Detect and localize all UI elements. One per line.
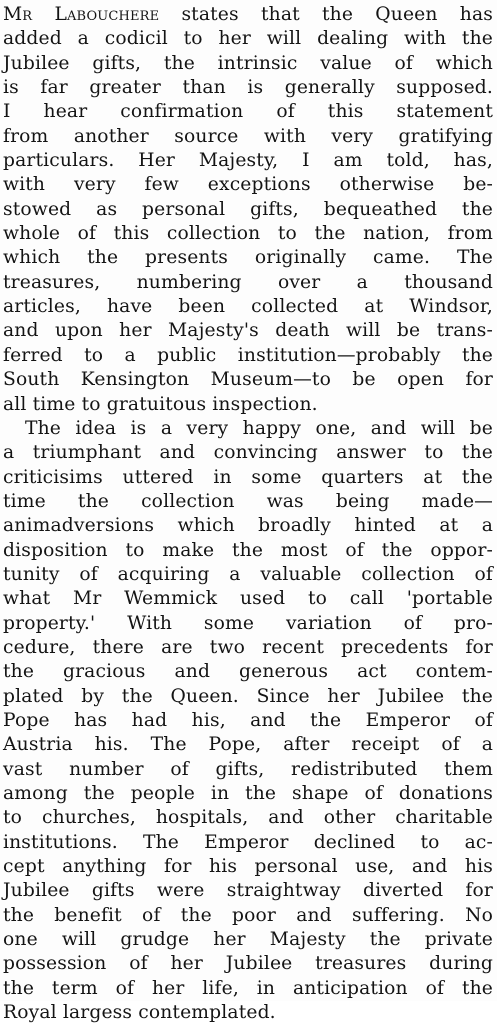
text-line: a triumphant and convincing answer to the — [3, 442, 493, 464]
text-line: articles, have been collected at Windsor, — [3, 296, 493, 318]
text-line: time the collection was being made— — [3, 490, 493, 512]
text-line — [3, 3, 493, 27]
text-line: vast number of gifts, redistributed them — [3, 758, 493, 780]
text-line: cedure, there are two recent precedents for — [3, 636, 493, 658]
text-line: whole of this collection to the nation, from — [3, 223, 493, 245]
text-line: added a codicil to her will dealing with the — [3, 28, 493, 50]
text-line: tunity of acquiring a valuable collection of — [3, 563, 493, 585]
lead-name: Mr Labouchere — [3, 4, 160, 25]
text-line: Pope has had his, and the Emperor of — [3, 709, 493, 731]
text-line: the term of her life, in anticipation of the — [3, 977, 493, 999]
text-line: treasures, numbering over a thousand — [3, 271, 493, 293]
text-line: and upon her Majesty's death will be trans- — [3, 320, 493, 342]
article-column — [3, 3, 493, 1025]
text-line: plated by the Queen. Since her Jubilee the — [3, 685, 493, 707]
text-line: possession of her Jubilee treasures during — [3, 953, 493, 975]
text-line: with very few exceptions otherwise be- — [3, 174, 493, 196]
text-line: cept anything for his personal use, and his — [3, 856, 493, 878]
paragraph-2 — [3, 417, 493, 1025]
text-line: the gracious and generous act contem- — [3, 661, 493, 683]
text-line: the benefit of the poor and suffering. No — [3, 904, 493, 926]
text-line: South Kensington Museum—to be open for — [3, 369, 493, 391]
text-line: I hear confirmation of this statement — [3, 101, 493, 123]
paragraph-1 — [3, 3, 493, 417]
line-text: states that the Queen has — [159, 4, 493, 25]
text-line: is far greater than is generally supposed. — [3, 77, 493, 99]
text-line: ferred to a public institution—probably the — [3, 344, 493, 366]
text-line: all time to gratuitous inspection. — [3, 393, 318, 415]
text-line: Jubilee gifts, the intrinsic value of which — [3, 52, 493, 74]
text-line: which the presents originally came. The — [3, 247, 493, 269]
text-line: among the people in the shape of donations — [3, 783, 493, 804]
text-line: to churches, hospitals, and other charitable — [3, 807, 493, 829]
text-line: Royal largess contemplated. — [3, 1002, 276, 1024]
text-line: The idea is a very happy one, and will be — [25, 417, 493, 439]
text-line: disposition to make the most of the oppor- — [3, 539, 493, 561]
text-line: stowed as personal gifts, bequeathed the — [3, 198, 493, 220]
text-line: property.' With some variation of pro- — [3, 612, 493, 634]
text-line: from another source with very gratifying — [3, 125, 493, 147]
text-line: animadversions which broadly hinted at a — [3, 515, 493, 537]
text-line: Jubilee gifts were straightway diverted for — [3, 880, 493, 902]
text-line: particulars. Her Majesty, I am told, has, — [3, 150, 493, 172]
text-line: what Mr Wemmick used to call 'portable — [3, 588, 493, 610]
text-line: Austria his. The Pope, after receipt of a — [3, 734, 493, 756]
text-line: one will grudge her Majesty the private — [3, 929, 493, 951]
text-line: institutions. The Emperor declined to ac- — [3, 831, 493, 853]
text-line: criticisims uttered in some quarters at the — [3, 466, 493, 488]
